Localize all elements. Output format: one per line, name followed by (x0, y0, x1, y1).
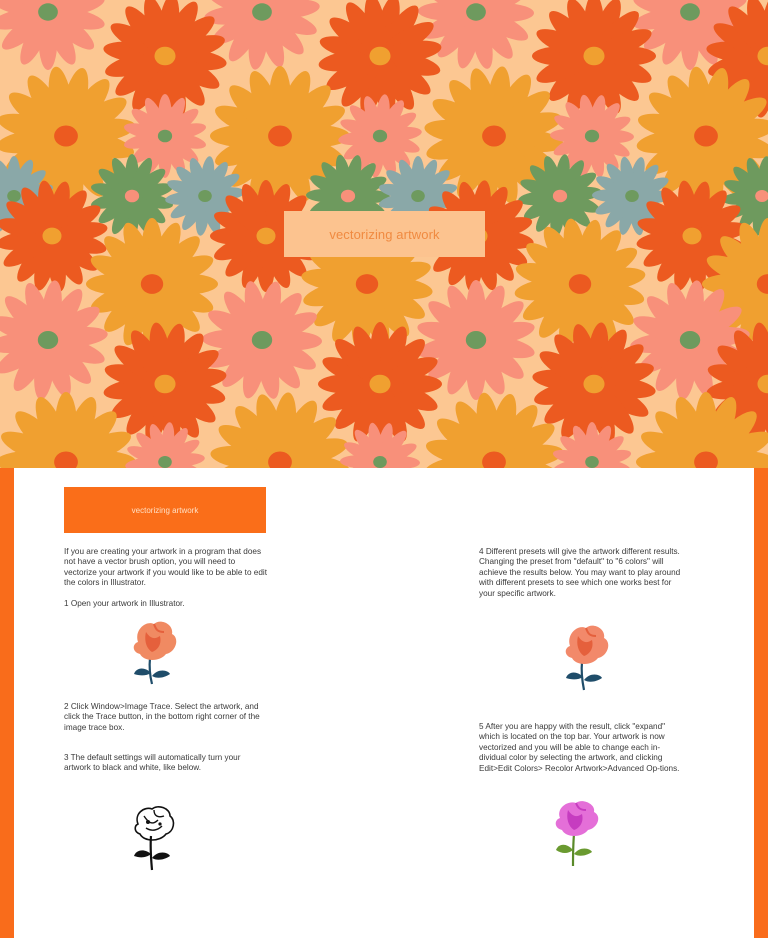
daisy-flower (532, 0, 656, 118)
daisy-flower (0, 0, 107, 70)
daisy-flower (318, 322, 442, 446)
daisy-flower (0, 392, 136, 468)
flower-black-white-illustration (124, 802, 184, 874)
flower-six-colors-illustration (556, 622, 616, 694)
section-title: vectorizing artwork (131, 505, 199, 515)
step-4-text: 4 Different presets will give the artwork different results. Changing the preset from "default" to "6 colors" will achieve the results below. You may want to play around with different presets to see which one works best for your specific artwork. (479, 547, 681, 598)
flower-original-illustration (124, 618, 184, 690)
step-1-text: 1 Open your artwork in Illustrator. (64, 599, 185, 608)
right-accent-bar (754, 468, 768, 938)
daisy-flower (0, 279, 109, 400)
intro-paragraph: If you are creating your artwork in a program that does not have a vector brush option, you will need to vectorize your artwork if you would like to be able to edit the colors in Illustrator. (64, 547, 267, 588)
hero-banner (0, 0, 768, 468)
step-5-text: 5 After you are happy with the result, click "expand" which is located on the top bar. Your artwork is now vectorized and you will be able to change each in-dividual color by selecting the artwork, and clicking Edit>Edit Colors> Recolor Artwork>Advanced Op-tions. (479, 722, 680, 773)
daisy-flower (202, 279, 322, 400)
hero-title-box (284, 211, 485, 257)
daisy-flower (418, 0, 534, 71)
left-accent-bar (0, 468, 14, 938)
flower-recolored-illustration (546, 798, 606, 870)
section-header-box (64, 487, 266, 533)
step-2-text: 2 Click Window>Image Trace. Select the artwork, and click the Trace button, in the bottom right corner of the image trace box. (64, 702, 260, 732)
hero-title: vectorizing artwork (329, 226, 440, 242)
step-3-text: 3 The default settings will automatically turn your artwork to black and white, like below. (64, 753, 241, 773)
